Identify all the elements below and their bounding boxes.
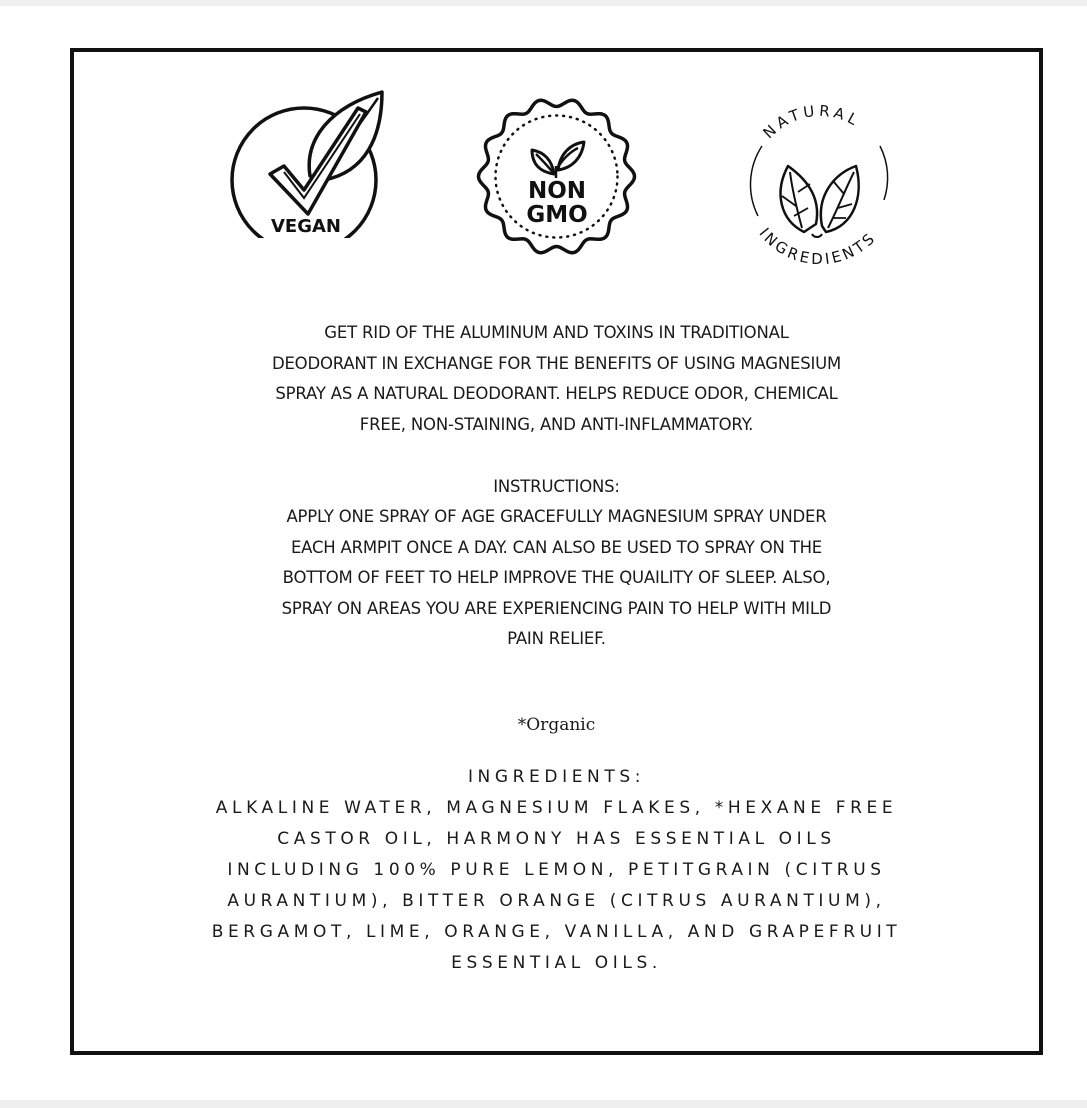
ingredients-line: AURANTIUM), BITTER ORANGE (CITRUS AURANTIUM), (227, 891, 886, 911)
vegan-checkmark-leaf-icon (224, 88, 384, 238)
non-gmo-line2: GMO (526, 202, 588, 228)
description-paragraph (74, 318, 1039, 440)
svg-text:INGREDIENTS (756, 224, 880, 266)
natural-ingredients-leaves-icon (734, 96, 904, 266)
natural-top-text: NATURAL (759, 101, 865, 143)
ingredients-line: BERGAMOT, LIME, ORANGE, VANILLA, AND GRAPEFRUIT (211, 922, 902, 942)
ingredients-line: CASTOR OIL, HARMONY HAS ESSENTIAL OILS (277, 829, 836, 849)
instructions-line: EACH ARMPIT ONCE A DAY. CAN ALSO BE USED TO SPRAY ON THE (290, 537, 823, 557)
vegan-label: VEGAN (271, 216, 341, 237)
instructions-heading: INSTRUCTIONS: (493, 477, 620, 496)
ingredients-line: ESSENTIAL OILS. (451, 953, 662, 973)
svg-text:NATURAL (759, 102, 864, 142)
non-gmo-line1: NON (527, 178, 587, 204)
instructions-line: APPLY ONE SPRAY OF AGE GRACEFULLY MAGNESIUM SPRAY UNDER (286, 507, 827, 526)
instructions-line: SPRAY ON AREAS YOU ARE EXPERIENCING PAIN TO HELP WITH MILD (281, 598, 832, 618)
natural-ingredients-badge (734, 96, 904, 266)
non-gmo-seal-icon (474, 94, 639, 259)
ingredients-line: ALKALINE WATER, MAGNESIUM FLAKES, *HEXANE FREE (215, 798, 898, 818)
instructions-paragraph (74, 502, 1039, 655)
ingredients-paragraph (74, 793, 1039, 979)
bottom-border-strip (0, 1100, 1087, 1108)
instructions-line: PAIN RELIEF. (507, 629, 606, 649)
ingredients-heading: INGREDIENTS: (467, 767, 646, 787)
description-line: DEODORANT IN EXCHANGE FOR THE BENEFITS OF USING MAGNESIUM (271, 353, 842, 373)
vegan-badge (224, 88, 384, 238)
instructions-line: BOTTOM OF FEET TO HELP IMPROVE THE QUAILITY OF SLEEP. ALSO, (282, 568, 831, 588)
description-line: FREE, NON-STAINING, AND ANTI-INFLAMMATORY. (359, 414, 754, 434)
natural-bottom-text: INGREDIENTS (755, 224, 881, 266)
description-line: GET RID OF THE ALUMINUM AND TOXINS IN TRADITIONAL (324, 323, 789, 342)
description-line: SPRAY AS A NATURAL DEODORANT. HELPS REDUCE ODOR, CHEMICAL (275, 384, 838, 404)
non-gmo-badge (474, 94, 639, 259)
top-border-strip (0, 0, 1087, 6)
organic-note: *Organic (517, 715, 596, 735)
ingredients-line: INCLUDING 100% PURE LEMON, PETITGRAIN (CITRUS (227, 860, 886, 880)
label-card (70, 48, 1043, 1055)
